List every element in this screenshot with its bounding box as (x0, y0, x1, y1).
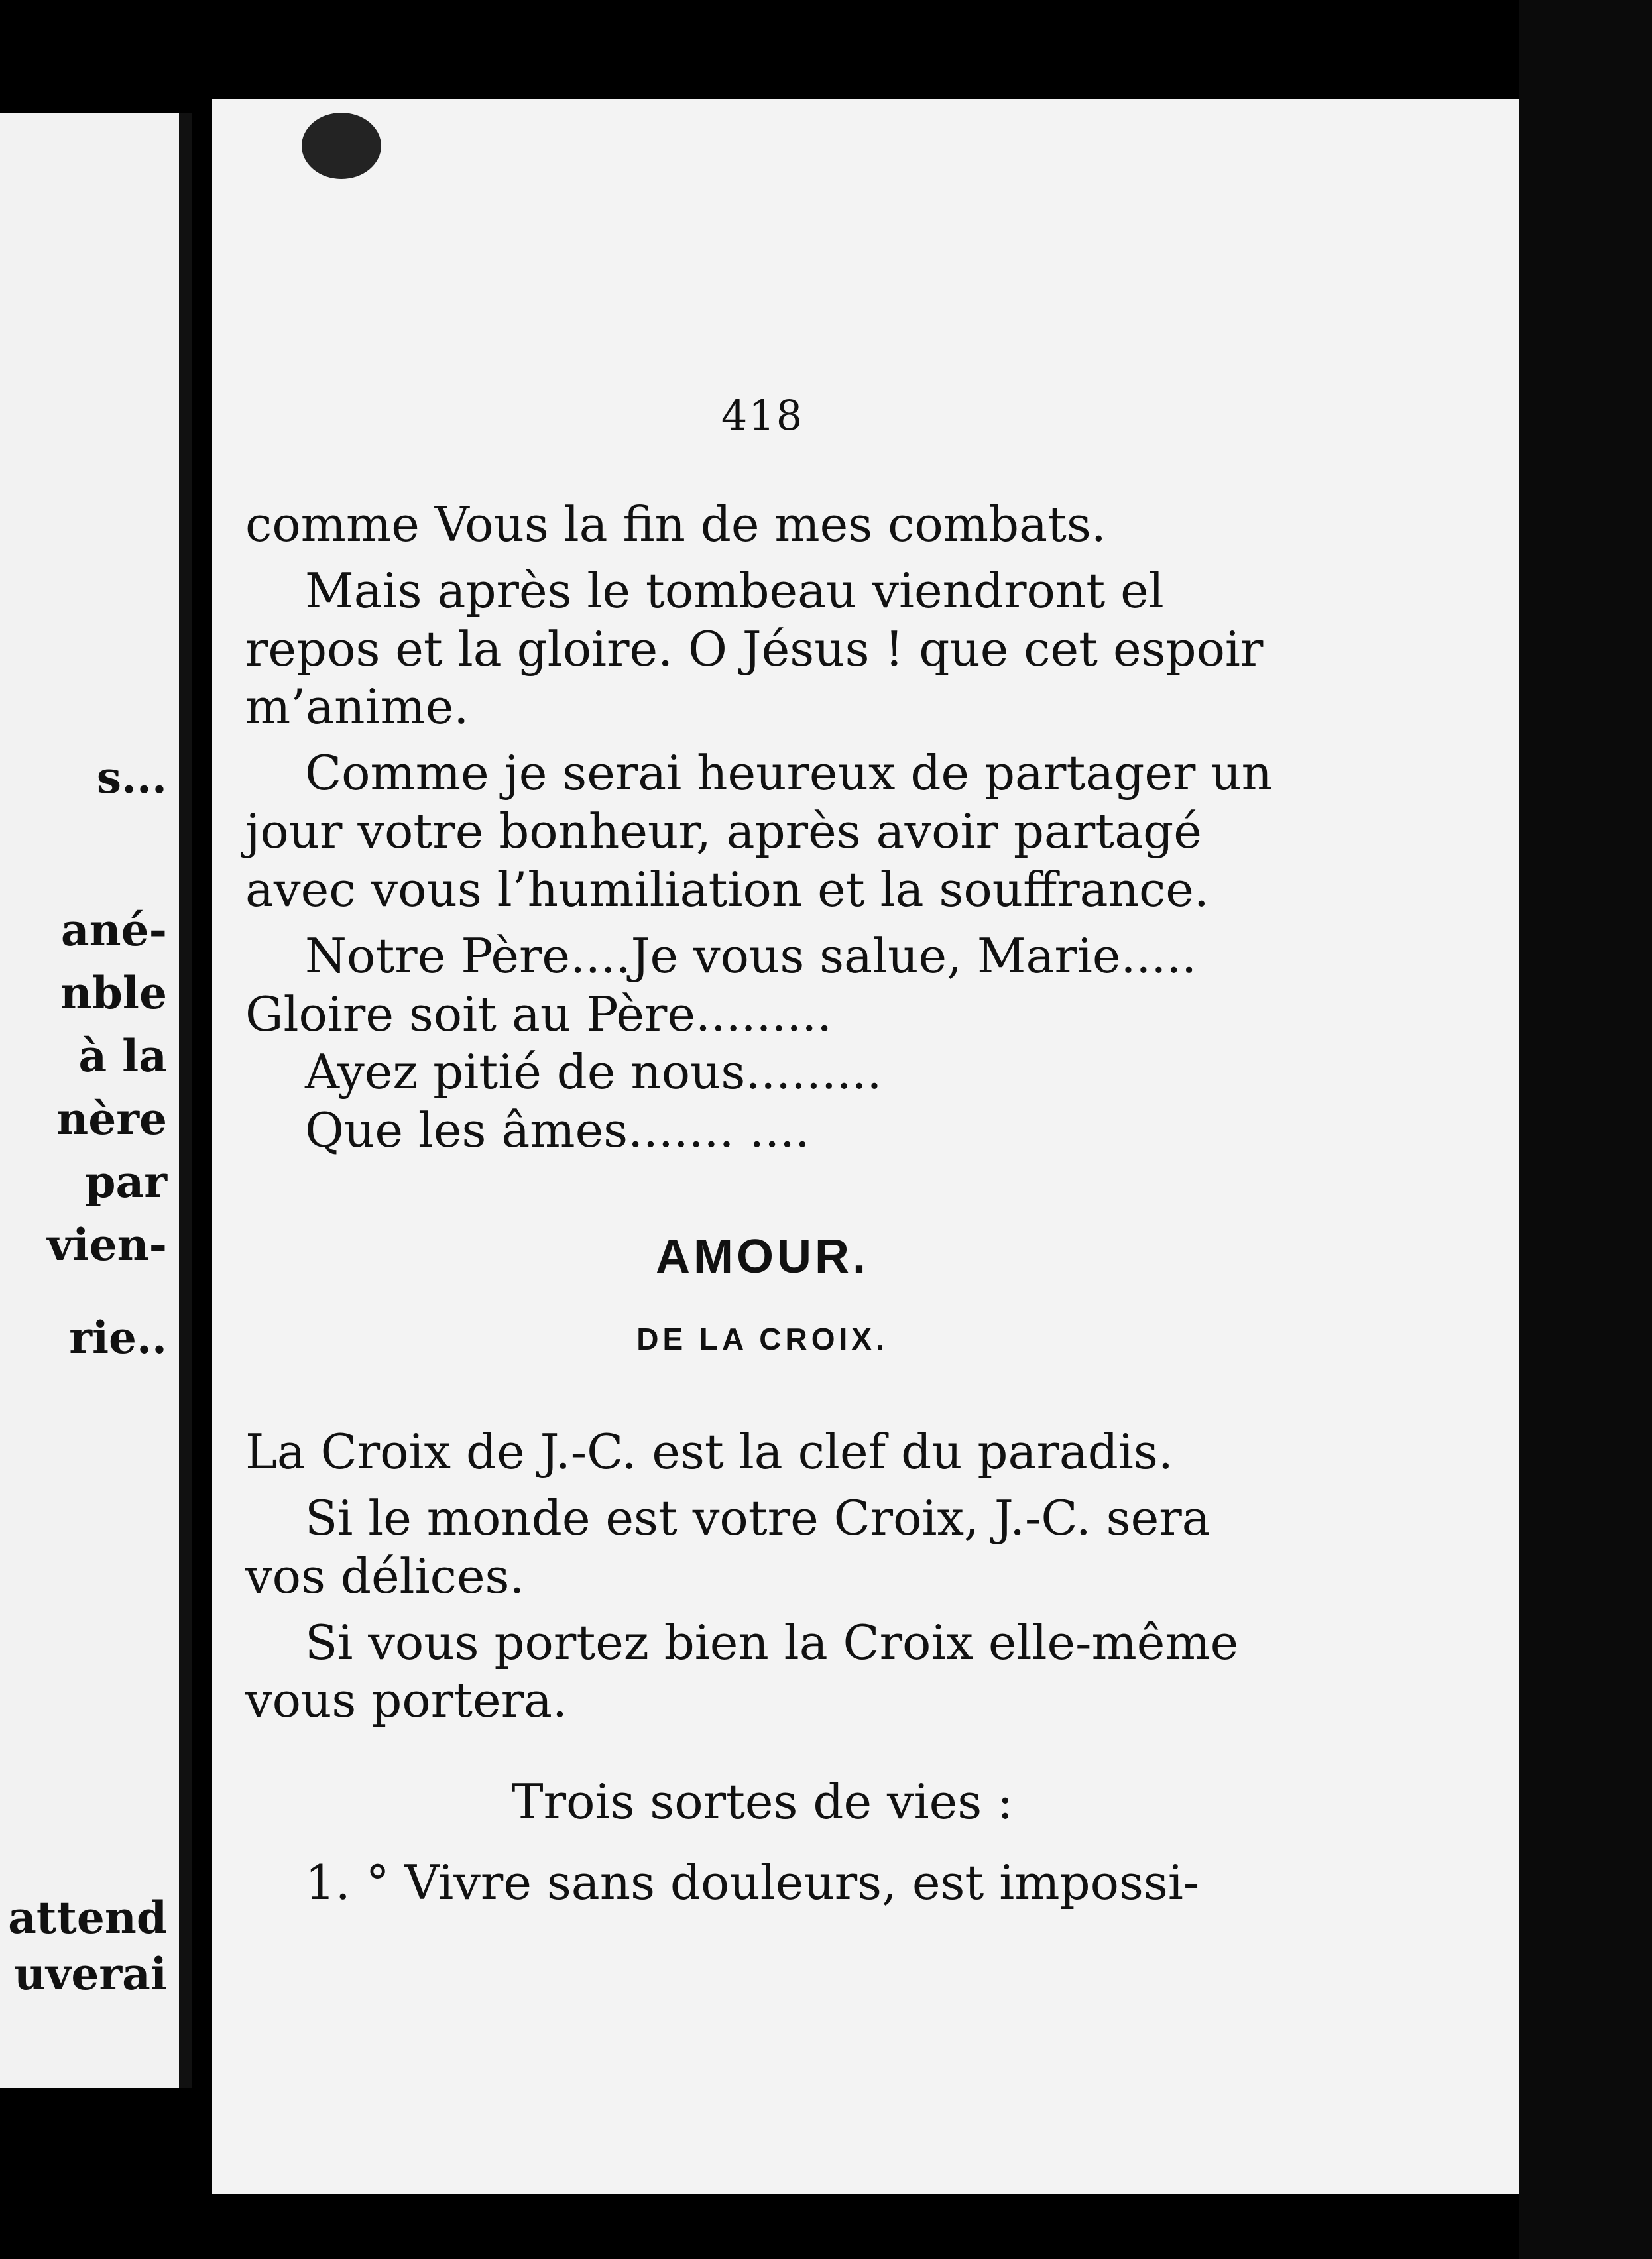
paragraph: comme Vous la fin de mes combats. (245, 496, 1106, 552)
left-snippet: vien- (47, 1219, 167, 1271)
left-snippet: nble (60, 967, 167, 1019)
ink-blot (302, 113, 381, 179)
prayer-lines (245, 927, 1279, 1160)
left-snippet: nère (56, 1093, 167, 1145)
section-heading: AMOUR. (656, 1230, 869, 1284)
prayer-line: Que les âmes....... .... (305, 1102, 810, 1159)
left-snippet: attend (8, 1892, 167, 1943)
left-snippet: ané- (60, 904, 167, 956)
paragraph: Comme je serai heureux de partager un jour votre bonheur, après avoir partagé avec vous l’humiliation et la souffrance. (245, 745, 1272, 917)
paragraph: Si le monde est votre Croix, J.-C. sera vos délices. (245, 1489, 1210, 1604)
left-snippet: uverai (14, 1948, 167, 2000)
paragraph: La Croix de J.-C. est la clef du paradis. (245, 1424, 1173, 1480)
left-snippet: à la (78, 1030, 167, 1082)
croix-section (245, 1423, 1279, 1730)
left-page-fragment (0, 113, 192, 2088)
page-content (245, 391, 1279, 1912)
book-spine-edge (1519, 0, 1652, 2259)
left-snippet: rie.. (69, 1312, 167, 1363)
list-item: 1. ° Vivre sans douleurs, est impossi- (305, 1854, 1200, 1910)
paragraph: Si vous portez bien la Croix elle-même vous portera. (245, 1614, 1239, 1729)
list-heading: Trois sortes de vies : (511, 1774, 1014, 1830)
paragraph: Mais après le tombeau viendront el repos et la gloire. O Jésus ! que cet espoir m’anime. (245, 562, 1264, 735)
left-snippet: s... (96, 752, 167, 803)
prayer-line: Gloire soit au Père......... (245, 986, 832, 1042)
section-subheading: DE LA CROIX. (636, 1322, 888, 1357)
page-number: 418 (721, 391, 804, 439)
left-snippet: par (85, 1156, 167, 1208)
prayer-line: Notre Père....Je vous salue, Marie..... (305, 927, 1197, 984)
prayer-line: Ayez pitié de nous......... (305, 1044, 882, 1100)
